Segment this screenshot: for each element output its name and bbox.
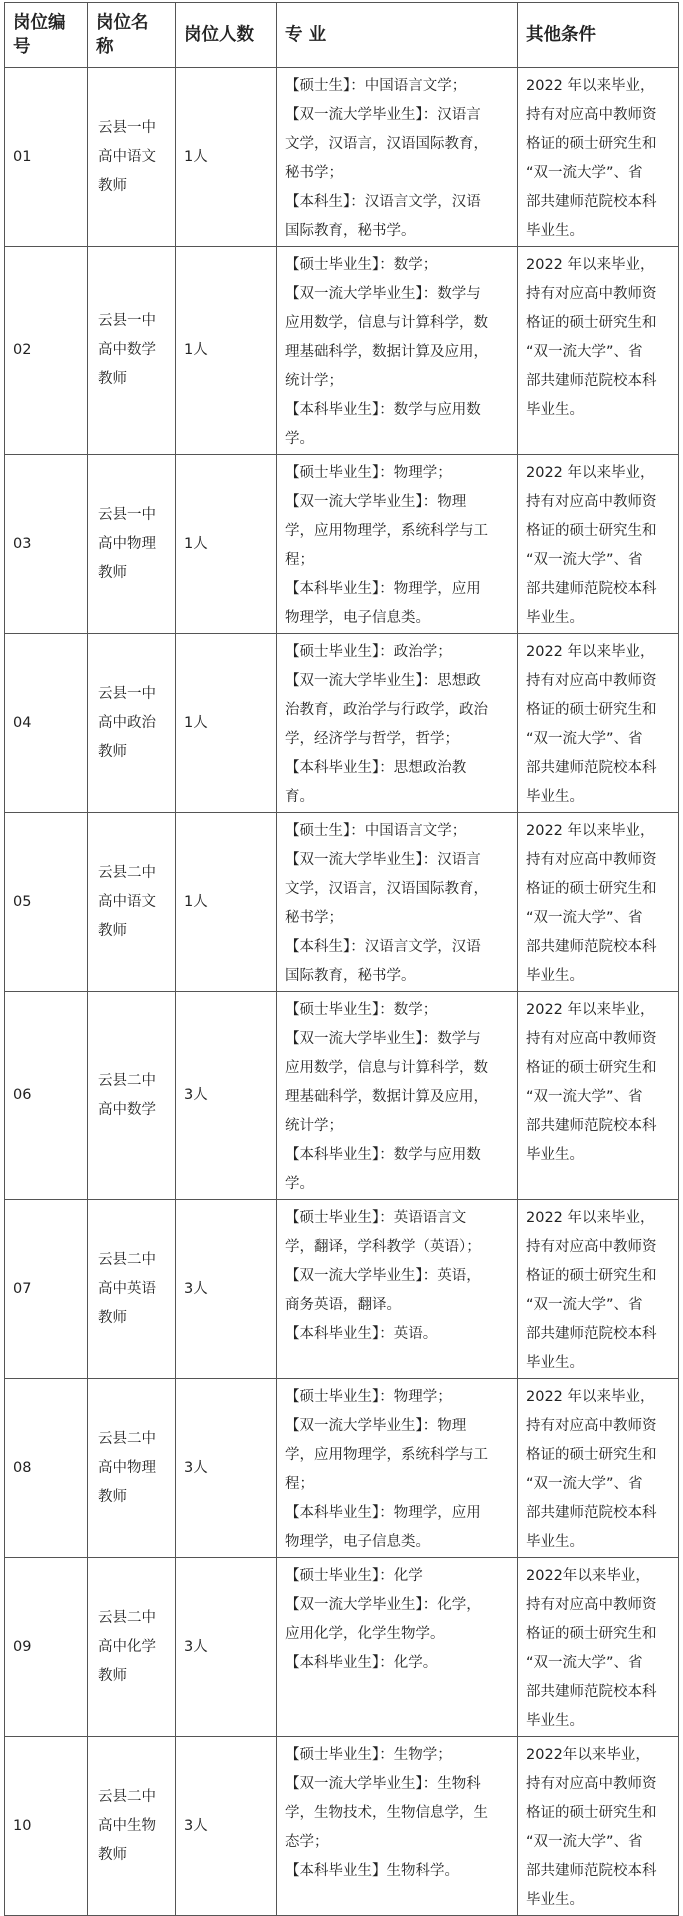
position-name-line: 云县一中 (98, 506, 156, 523)
condition-line: 毕业生。 (526, 402, 584, 418)
condition-line: 部共建师范院校本科 (526, 373, 657, 389)
position-name (88, 455, 176, 634)
condition-line: 毕业生。 (526, 789, 584, 805)
position-code-text: 05 (13, 893, 32, 910)
condition-line: “双一流大学”、省 (526, 1297, 643, 1313)
position-count (176, 1737, 277, 1916)
major-requirements (277, 1200, 518, 1379)
other-conditions (518, 247, 679, 455)
condition-line: 2022 年以来毕业， (526, 1002, 655, 1018)
major-line: 文学，汉语言，汉语国际教育， (285, 881, 488, 897)
position-name-line: 教师 (98, 177, 127, 194)
major-line: 治教育，政治学与行政学，政治 (285, 702, 488, 718)
condition-line: 格证的硕士研究生和 (526, 881, 657, 897)
position-name-line: 高中语文 (98, 148, 156, 165)
condition-line: 2022 年以来毕业， (526, 644, 655, 660)
position-name (88, 247, 176, 455)
position-name-line: 教师 (98, 922, 127, 939)
condition-line: 持有对应高中教师资 (526, 107, 657, 123)
major-line: 学，应用物理学，系统科学与工 (285, 523, 488, 539)
condition-line: “双一流大学”、省 (526, 731, 643, 747)
major-line: 理基础科学，数据计算及应用， (285, 1089, 488, 1105)
position-name-line: 教师 (98, 1846, 127, 1863)
position-count (176, 1379, 277, 1558)
major-line: 【硕士毕业生】：化学 (285, 1568, 423, 1584)
major-line: 【双一流大学毕业生】：数学与 (285, 1031, 481, 1047)
position-count (176, 455, 277, 634)
condition-line: 持有对应高中教师资 (526, 852, 657, 868)
position-code-text: 01 (13, 148, 32, 165)
major-line: 【本科毕业生】生物科学。 (285, 1863, 459, 1879)
condition-line: “双一流大学”、省 (526, 1476, 643, 1492)
condition-line: 部共建师范院校本科 (526, 194, 657, 210)
position-count-text: 1人 (184, 893, 208, 910)
major-line: 程； (285, 552, 314, 568)
major-line: 学，翻译，学科教学（英语）； (285, 1239, 481, 1255)
position-name-line: 高中英语 (98, 1280, 156, 1297)
condition-line: 2022年以来毕业， (526, 1747, 650, 1763)
major-line: 【本科毕业生】：数学与应用数 (285, 1147, 481, 1163)
position-code-text: 02 (13, 342, 32, 358)
condition-line: 格证的硕士研究生和 (526, 1626, 657, 1642)
position-count-text: 3人 (184, 1459, 208, 1476)
major-line: 国际教育，秘书学。 (285, 968, 416, 984)
major-requirements (277, 68, 518, 247)
major-line: 【硕士生】：中国语言文学； (285, 823, 467, 839)
other-conditions (518, 813, 679, 992)
condition-line: 格证的硕士研究生和 (526, 136, 657, 152)
position-name-line: 高中物理 (98, 535, 156, 552)
major-requirements (277, 455, 518, 634)
position-name (88, 1737, 176, 1916)
condition-line: “双一流大学”、省 (526, 552, 643, 568)
position-code-text: 07 (13, 1280, 32, 1297)
condition-line: “双一流大学”、省 (526, 344, 643, 360)
major-line: 育。 (285, 789, 314, 805)
position-name (88, 992, 176, 1200)
major-line: 学，经济学与哲学，哲学； (285, 731, 459, 747)
condition-line: 毕业生。 (526, 1147, 584, 1163)
condition-line: 部共建师范院校本科 (526, 1863, 657, 1879)
position-name-line: 教师 (98, 371, 127, 387)
condition-line: 格证的硕士研究生和 (526, 315, 657, 331)
header-conditions: 其他条件 (518, 3, 679, 68)
other-conditions (518, 1558, 679, 1737)
table-row (5, 813, 679, 992)
major-requirements (277, 992, 518, 1200)
position-name (88, 68, 176, 247)
condition-line: 持有对应高中教师资 (526, 494, 657, 510)
position-count-text: 1人 (184, 535, 208, 552)
position-name (88, 1558, 176, 1737)
major-line: 【双一流大学毕业生】：英语， (285, 1268, 481, 1284)
major-line: 【本科毕业生】：物理学，应用 (285, 581, 481, 597)
condition-line: 毕业生。 (526, 1534, 584, 1550)
position-count (176, 1200, 277, 1379)
major-requirements (277, 634, 518, 813)
condition-line: 持有对应高中教师资 (526, 1031, 657, 1047)
major-line: 【本科毕业生】：数学与应用数 (285, 402, 481, 418)
major-requirements (277, 1379, 518, 1558)
major-line: 秘书学； (285, 910, 343, 926)
major-line: 程； (285, 1476, 314, 1492)
major-line: 【双一流大学毕业生】：汉语言 (285, 852, 481, 868)
position-code (5, 1379, 88, 1558)
condition-line: 2022 年以来毕业， (526, 1389, 655, 1405)
major-line: 【硕士毕业生】：英语语言文 (285, 1210, 467, 1226)
table-row (5, 992, 679, 1200)
position-count-text: 1人 (184, 148, 208, 165)
major-line: 学。 (285, 1176, 314, 1192)
condition-line: 部共建师范院校本科 (526, 1118, 657, 1134)
position-count-text: 3人 (184, 1087, 208, 1103)
position-name-line: 教师 (98, 1667, 127, 1684)
table-row (5, 455, 679, 634)
condition-line: 格证的硕士研究生和 (526, 1060, 657, 1076)
position-code (5, 455, 88, 634)
position-name-line: 高中数学 (98, 1101, 156, 1118)
major-line: 应用化学，化学生物学。 (285, 1626, 445, 1642)
position-name-line: 教师 (98, 1488, 127, 1505)
table-row (5, 1200, 679, 1379)
other-conditions (518, 634, 679, 813)
other-conditions (518, 1200, 679, 1379)
major-line: 【双一流大学毕业生】：生物科 (285, 1776, 481, 1792)
position-code-text: 04 (13, 714, 32, 731)
major-line: 学。 (285, 431, 314, 447)
table-row (5, 1379, 679, 1558)
position-count-text: 1人 (184, 714, 208, 731)
condition-line: 部共建师范院校本科 (526, 1684, 657, 1700)
condition-line: 毕业生。 (526, 968, 584, 984)
position-name-line: 高中化学 (98, 1638, 156, 1655)
condition-line: 持有对应高中教师资 (526, 673, 657, 689)
position-count-text: 3人 (184, 1280, 208, 1297)
major-line: 【硕士生】：中国语言文学； (285, 78, 467, 94)
condition-line: 毕业生。 (526, 1355, 584, 1371)
position-name (88, 1379, 176, 1558)
condition-line: 2022年以来毕业， (526, 1568, 650, 1584)
major-line: 态学； (285, 1834, 329, 1850)
major-line: 【硕士毕业生】：数学； (285, 1002, 438, 1018)
position-name (88, 634, 176, 813)
other-conditions (518, 1737, 679, 1916)
condition-line: 毕业生。 (526, 223, 584, 239)
condition-line: 格证的硕士研究生和 (526, 702, 657, 718)
table-row (5, 1558, 679, 1737)
recruitment-table (4, 2, 679, 1916)
condition-line: 持有对应高中教师资 (526, 1418, 657, 1434)
condition-line: 部共建师范院校本科 (526, 760, 657, 776)
position-name (88, 813, 176, 992)
header-name: 岗位名称 (88, 3, 176, 68)
major-line: 【双一流大学毕业生】：数学与 (285, 286, 481, 302)
condition-line: 部共建师范院校本科 (526, 581, 657, 597)
condition-line: “双一流大学”、省 (526, 1655, 643, 1671)
condition-line: 持有对应高中教师资 (526, 286, 657, 302)
condition-line: 2022 年以来毕业， (526, 465, 655, 481)
major-line: 【硕士毕业生】：数学； (285, 257, 438, 273)
major-line: 统计学； (285, 1118, 343, 1134)
table-body (5, 68, 679, 1916)
major-line: 【硕士毕业生】：物理学； (285, 465, 452, 481)
condition-line: “双一流大学”、省 (526, 1089, 643, 1105)
condition-line: 毕业生。 (526, 610, 584, 626)
major-line: 国际教育，秘书学。 (285, 223, 416, 239)
position-name-line: 教师 (98, 1309, 127, 1326)
condition-line: 持有对应高中教师资 (526, 1776, 657, 1792)
header-count: 岗位人数 (176, 3, 277, 68)
position-code-text: 03 (13, 535, 32, 552)
table-row (5, 634, 679, 813)
major-requirements (277, 813, 518, 992)
condition-line: 毕业生。 (526, 1713, 584, 1729)
major-line: 【双一流大学毕业生】：化学， (285, 1597, 481, 1613)
position-count-text: 3人 (184, 1817, 208, 1834)
position-code-text: 09 (13, 1638, 32, 1655)
condition-line: 部共建师范院校本科 (526, 1326, 657, 1342)
position-code-text: 06 (13, 1087, 32, 1103)
position-code (5, 247, 88, 455)
other-conditions (518, 992, 679, 1200)
header-code: 岗位编号 (5, 3, 88, 68)
condition-line: “双一流大学”、省 (526, 165, 643, 181)
position-name-line: 高中物理 (98, 1459, 156, 1476)
position-count (176, 247, 277, 455)
position-count (176, 992, 277, 1200)
position-code (5, 813, 88, 992)
position-count (176, 68, 277, 247)
major-line: 【双一流大学毕业生】：思想政 (285, 673, 481, 689)
table-row (5, 68, 679, 247)
position-count-text: 1人 (184, 342, 208, 358)
major-line: 商务英语，翻译。 (285, 1297, 401, 1313)
position-code (5, 992, 88, 1200)
major-line: 【本科生】：汉语言文学，汉语 (285, 939, 481, 955)
major-line: 理基础科学，数据计算及应用， (285, 344, 488, 360)
header-row (5, 3, 679, 68)
position-code-text: 10 (13, 1817, 32, 1834)
major-line: 【硕士毕业生】：生物学； (285, 1747, 452, 1763)
condition-line: 格证的硕士研究生和 (526, 1805, 657, 1821)
other-conditions (518, 1379, 679, 1558)
position-name-line: 云县二中 (98, 1072, 156, 1089)
condition-line: 部共建师范院校本科 (526, 1505, 657, 1521)
position-name-line: 云县二中 (98, 1251, 156, 1268)
major-line: 文学，汉语言，汉语国际教育， (285, 136, 488, 152)
major-requirements (277, 247, 518, 455)
major-line: 【本科毕业生】：英语。 (285, 1326, 438, 1342)
position-name-line: 云县二中 (98, 1788, 156, 1805)
major-line: 【本科毕业生】：化学。 (285, 1655, 438, 1671)
major-requirements (277, 1558, 518, 1737)
position-name-line: 高中政治 (98, 714, 156, 731)
position-name-line: 教师 (98, 564, 127, 581)
major-line: 应用数学，信息与计算科学，数 (285, 1060, 488, 1076)
position-code (5, 634, 88, 813)
major-line: 【硕士毕业生】：政治学； (285, 644, 452, 660)
position-name-line: 云县一中 (98, 313, 156, 329)
position-name-line: 云县一中 (98, 119, 156, 136)
table-row (5, 247, 679, 455)
major-line: 物理学，电子信息类。 (285, 610, 430, 626)
position-name-line: 高中数学 (98, 342, 156, 358)
condition-line: 2022 年以来毕业， (526, 78, 655, 94)
condition-line: 2022 年以来毕业， (526, 1210, 655, 1226)
major-line: 学，生物技术，生物信息学，生 (285, 1805, 488, 1821)
position-name-line: 云县二中 (98, 1609, 156, 1626)
position-name-line: 云县一中 (98, 685, 156, 702)
condition-line: 2022 年以来毕业， (526, 257, 655, 273)
position-count (176, 1558, 277, 1737)
position-name-line: 高中生物 (98, 1817, 156, 1834)
major-line: 【本科毕业生】：思想政治教 (285, 760, 467, 776)
condition-line: “双一流大学”、省 (526, 1834, 643, 1850)
major-line: 【双一流大学毕业生】：汉语言 (285, 107, 481, 123)
position-name-line: 高中语文 (98, 893, 156, 910)
condition-line: 毕业生。 (526, 1892, 584, 1908)
position-name-line: 教师 (98, 743, 127, 760)
major-line: 【本科生】：汉语言文学，汉语 (285, 194, 481, 210)
major-line: 【本科毕业生】：物理学，应用 (285, 1505, 481, 1521)
position-count-text: 3人 (184, 1638, 208, 1655)
major-line: 统计学； (285, 373, 343, 389)
table-row (5, 1737, 679, 1916)
major-line: 【双一流大学毕业生】：物理 (285, 1418, 467, 1434)
condition-line: 持有对应高中教师资 (526, 1597, 657, 1613)
major-requirements (277, 1737, 518, 1916)
condition-line: 2022 年以来毕业， (526, 823, 655, 839)
position-name (88, 1200, 176, 1379)
position-name-line: 云县二中 (98, 1430, 156, 1447)
condition-line: 格证的硕士研究生和 (526, 523, 657, 539)
condition-line: “双一流大学”、省 (526, 910, 643, 926)
major-line: 学，应用物理学，系统科学与工 (285, 1447, 488, 1463)
major-line: 【硕士毕业生】：物理学； (285, 1389, 452, 1405)
position-code (5, 1200, 88, 1379)
other-conditions (518, 68, 679, 247)
position-code (5, 68, 88, 247)
position-code (5, 1737, 88, 1916)
major-line: 【双一流大学毕业生】：物理 (285, 494, 467, 510)
major-line: 物理学，电子信息类。 (285, 1534, 430, 1550)
position-code-text: 08 (13, 1459, 32, 1476)
position-count (176, 813, 277, 992)
major-line: 应用数学，信息与计算科学，数 (285, 315, 488, 331)
position-code (5, 1558, 88, 1737)
condition-line: 持有对应高中教师资 (526, 1239, 657, 1255)
condition-line: 格证的硕士研究生和 (526, 1268, 657, 1284)
position-count (176, 634, 277, 813)
position-name-line: 云县二中 (98, 864, 156, 881)
header-major: 专 业 (277, 3, 518, 68)
major-line: 秘书学； (285, 165, 343, 181)
condition-line: 部共建师范院校本科 (526, 939, 657, 955)
other-conditions (518, 455, 679, 634)
condition-line: 格证的硕士研究生和 (526, 1447, 657, 1463)
